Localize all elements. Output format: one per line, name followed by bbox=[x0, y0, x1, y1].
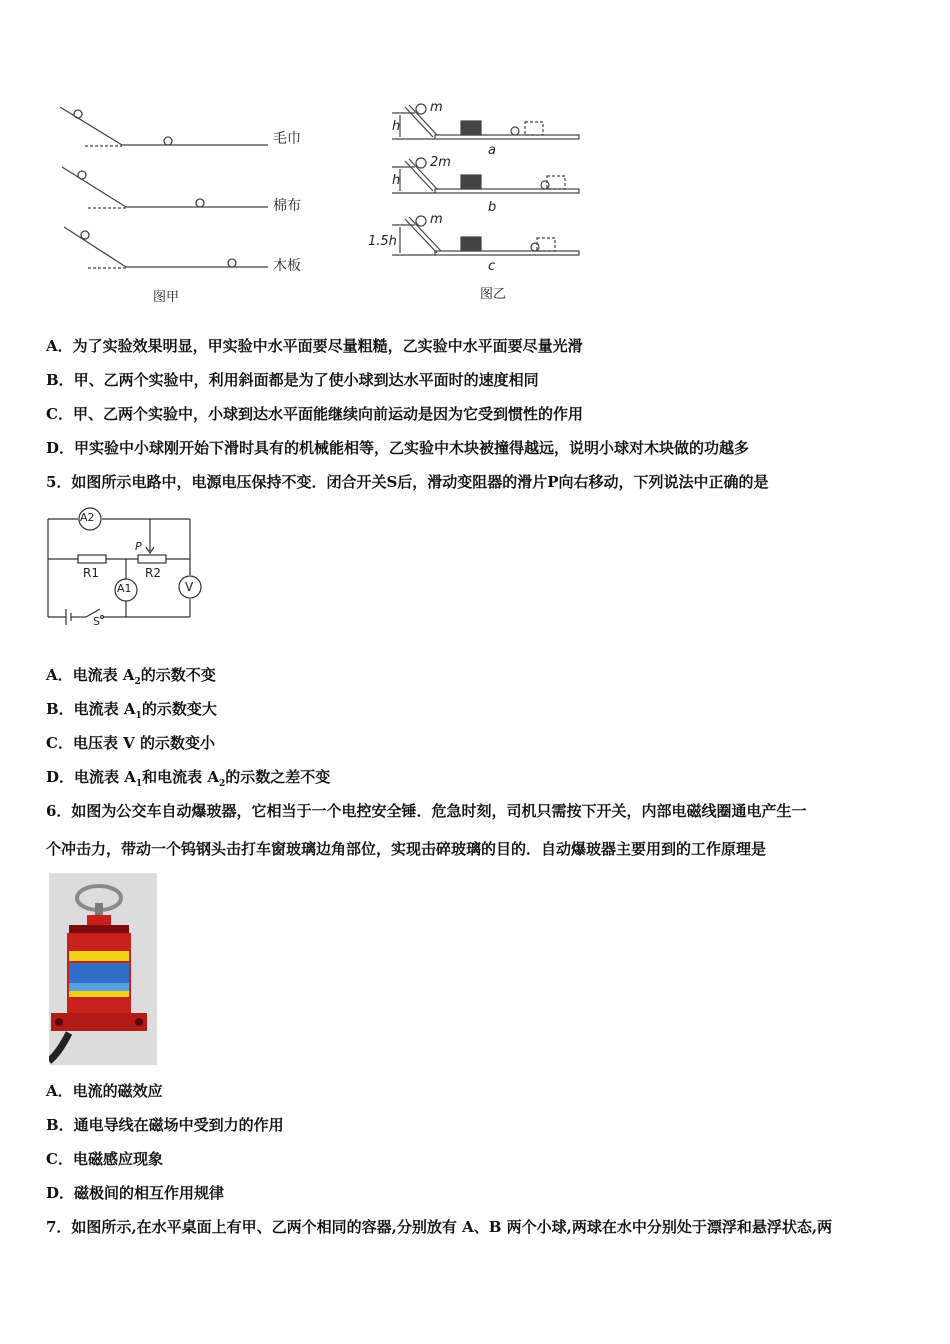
mass-label-c: m bbox=[430, 212, 443, 227]
height-label-c: 1.5h bbox=[368, 234, 397, 249]
caption-yi: 图乙 bbox=[480, 287, 507, 302]
tag-b: b bbox=[488, 200, 497, 215]
circuit-label-r2: R2 bbox=[145, 566, 161, 580]
circuit-label-a2: A2 bbox=[80, 511, 95, 524]
q7-stem: 7．如图所示,在水平桌面上有甲、乙两个相同的容器,分别放有 A、B 两个小球,两球在水中分别处于漂浮和悬浮状态,两 bbox=[46, 1218, 833, 1236]
q5-option-b: B．电流表 $A_1$的示数变大 bbox=[46, 700, 217, 721]
q6-option-b: B．通电导线在磁场中受到力的作用 bbox=[46, 1116, 284, 1134]
q5-option-d: D．电流表 $A_1$和电流表 $A_2$的示数之差不变 bbox=[46, 768, 331, 789]
q5-stem: 5．如图所示电路中，电源电压保持不变．闭合开关S后，滑动变阻器的滑片P向右移动，下列说法中正确的是 bbox=[46, 473, 769, 491]
q6-stem-line1: 6．如图为公交车自动爆玻器，它相当于一个电控安全锤．危急时刻，司机只需按下开关，内部电磁线圈通电产生一 bbox=[46, 802, 807, 820]
circuit-label-p: P bbox=[135, 540, 142, 553]
q4-option-b: B．甲、乙两个实验中，利用斜面都是为了使小球到达水平面时的速度相同 bbox=[46, 371, 539, 389]
label-mianbu: 棉布 bbox=[273, 198, 301, 214]
q4-option-d: D．甲实验中小球刚开始下滑时具有的机械能相等，乙实验中木块被撞得越远，说明小球对木块做的功越多 bbox=[46, 439, 750, 457]
circuit-label-a1: A1 bbox=[117, 582, 132, 595]
ball-icon bbox=[74, 110, 82, 118]
q4-option-c: C．甲、乙两个实验中，小球到达水平面能继续向前运动是因为它受到惯性的作用 bbox=[46, 405, 583, 423]
mass-label-b: 2m bbox=[430, 155, 451, 170]
height-label-a: h bbox=[392, 119, 401, 134]
label-maojin: 毛巾 bbox=[273, 131, 301, 147]
q5-option-c: C．电压表 V 的示数变小 bbox=[46, 734, 216, 752]
q6-option-a: A．电流的磁效应 bbox=[46, 1082, 163, 1100]
label-muban: 木板 bbox=[273, 258, 301, 274]
q6-option-d: D．磁极间的相互作用规律 bbox=[46, 1184, 225, 1202]
tag-a: a bbox=[488, 143, 496, 158]
ball-icon bbox=[164, 137, 172, 145]
height-label-b: h bbox=[392, 173, 401, 188]
q6-option-c: C．电磁感应现象 bbox=[46, 1150, 163, 1168]
q6-stem-line2: 个冲击力，带动一个钨钢头击打车窗玻璃边角部位，实现击碎玻璃的目的．自动爆玻器主要用到的工作原理是 bbox=[46, 840, 767, 858]
mass-label-a: m bbox=[430, 100, 443, 115]
q4-option-a: A．为了实验效果明显，甲实验中水平面要尽量粗糙，乙实验中水平面要尽量光滑 bbox=[46, 337, 583, 355]
circuit-label-v: V bbox=[185, 580, 194, 594]
caption-jia: 图甲 bbox=[153, 290, 180, 305]
q5-option-a: A．电流表 $A_2$的示数不变 bbox=[46, 666, 216, 687]
circuit-label-s: S bbox=[93, 615, 100, 628]
circuit-diagram bbox=[40, 505, 210, 635]
tag-c: c bbox=[488, 259, 496, 274]
circuit-label-r1: R1 bbox=[83, 566, 99, 580]
glass-breaker-photo bbox=[49, 873, 157, 1065]
